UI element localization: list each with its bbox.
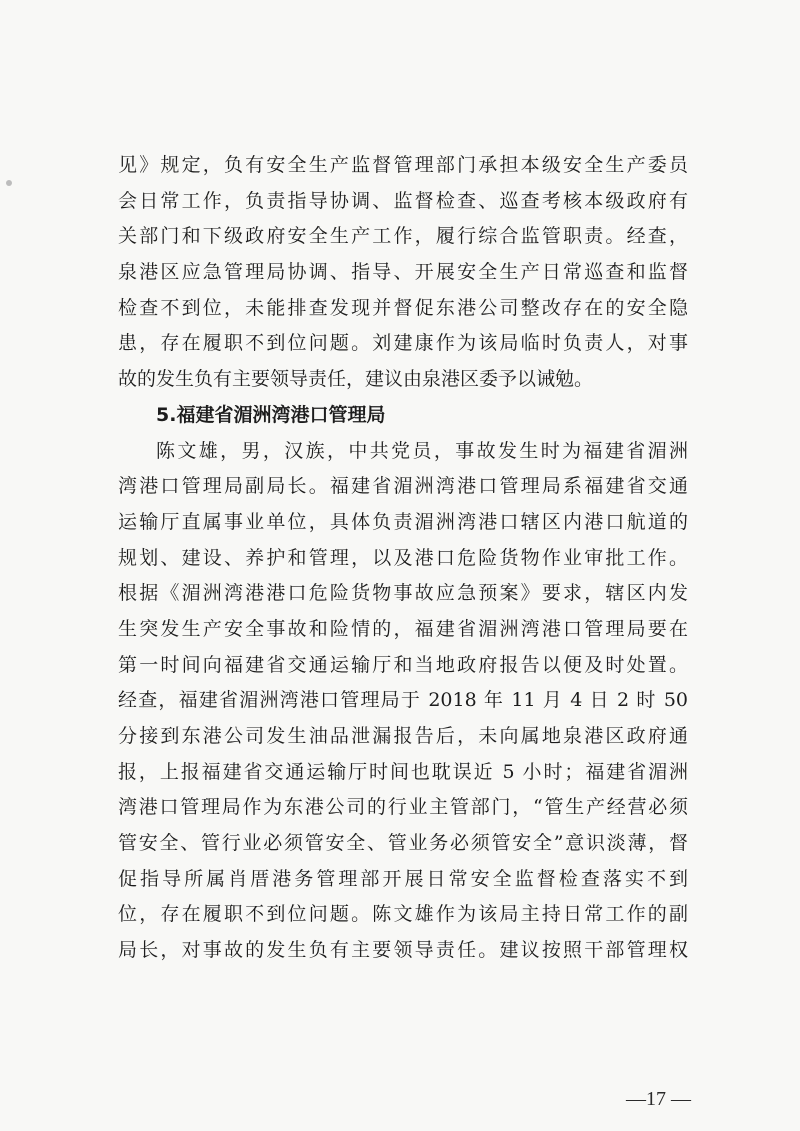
text-line: 陈文雄，男，汉族，中共党员，事故发生时为福建省湄洲 (156, 439, 688, 462)
text-line: 湾港口管理局副局长。福建省湄洲湾港口管理局系福建省交通 (118, 475, 688, 498)
scan-mark (6, 180, 12, 186)
text-line: 第一时间向福建省交通运输厅和当地政府报告以便及时处置。 (118, 653, 688, 676)
text-line: 分接到东港公司发生油品泄漏报告后，未向属地泉港区政府通 (118, 725, 688, 747)
text-line: 根据《湄洲湾港港口危险货物事故应急预案》要求，辖区内发 (118, 582, 688, 605)
text-line: 泉港区应急管理局协调、指导、开展安全生产日常巡查和监督 (118, 261, 688, 284)
text-line: 湾港口管理局作为东港公司的行业主管部门，“管生产经营必须 (118, 796, 688, 819)
text-line: 检查不到位，未能排查发现并督促东港公司整改存在的安全隐 (118, 296, 688, 319)
section-heading: 5.福建省湄洲湾港口管理局 (156, 403, 386, 426)
text-line: 位，存在履职不到位问题。陈文雄作为该局主持日常工作的副 (118, 903, 688, 926)
text-line: 关部门和下级政府安全生产工作，履行综合监管职责。经查， (118, 225, 688, 248)
text-line: 管安全、管行业必须管安全、管业务必须管安全”意识淡薄，督 (118, 832, 688, 855)
text-line: 患，存在履职不到位问题。刘建康作为该局临时负责人，对事 (118, 332, 688, 355)
text-line: 报，上报福建省交通运输厅时间也耽误近 5 小时；福建省湄洲 (118, 760, 688, 783)
text-line: 局长，对事故的发生负有主要领导责任。建议按照干部管理权 (118, 939, 688, 962)
text-line: 规划、建设、养护和管理，以及港口危险货物作业审批工作。 (118, 546, 688, 569)
text-line: 会日常工作，负责指导协调、监督检查、巡查考核本级政府有 (118, 189, 688, 212)
text-line: 故的发生负有主要领导责任，建议由泉港区委予以诫勉。 (118, 368, 594, 391)
page-number: —17 — (626, 1088, 691, 1110)
text-line: 生突发生产安全事故和险情的，福建省湄洲湾港口管理局要在 (118, 617, 688, 640)
text-line: 运输厅直属事业单位，具体负责湄洲湾港口辖区内港口航道的 (118, 510, 688, 533)
body-text (118, 148, 688, 969)
text-line: 促指导所属肖厝港务管理部开展日常安全监督检查落实不到 (118, 867, 688, 890)
text-line: 见》规定，负有安全生产监督管理部门承担本级安全生产委员 (118, 154, 688, 176)
text-line: 经查，福建省湄洲湾港口管理局于 2018 年 11 月 4 日 2 时 50 (118, 689, 688, 712)
